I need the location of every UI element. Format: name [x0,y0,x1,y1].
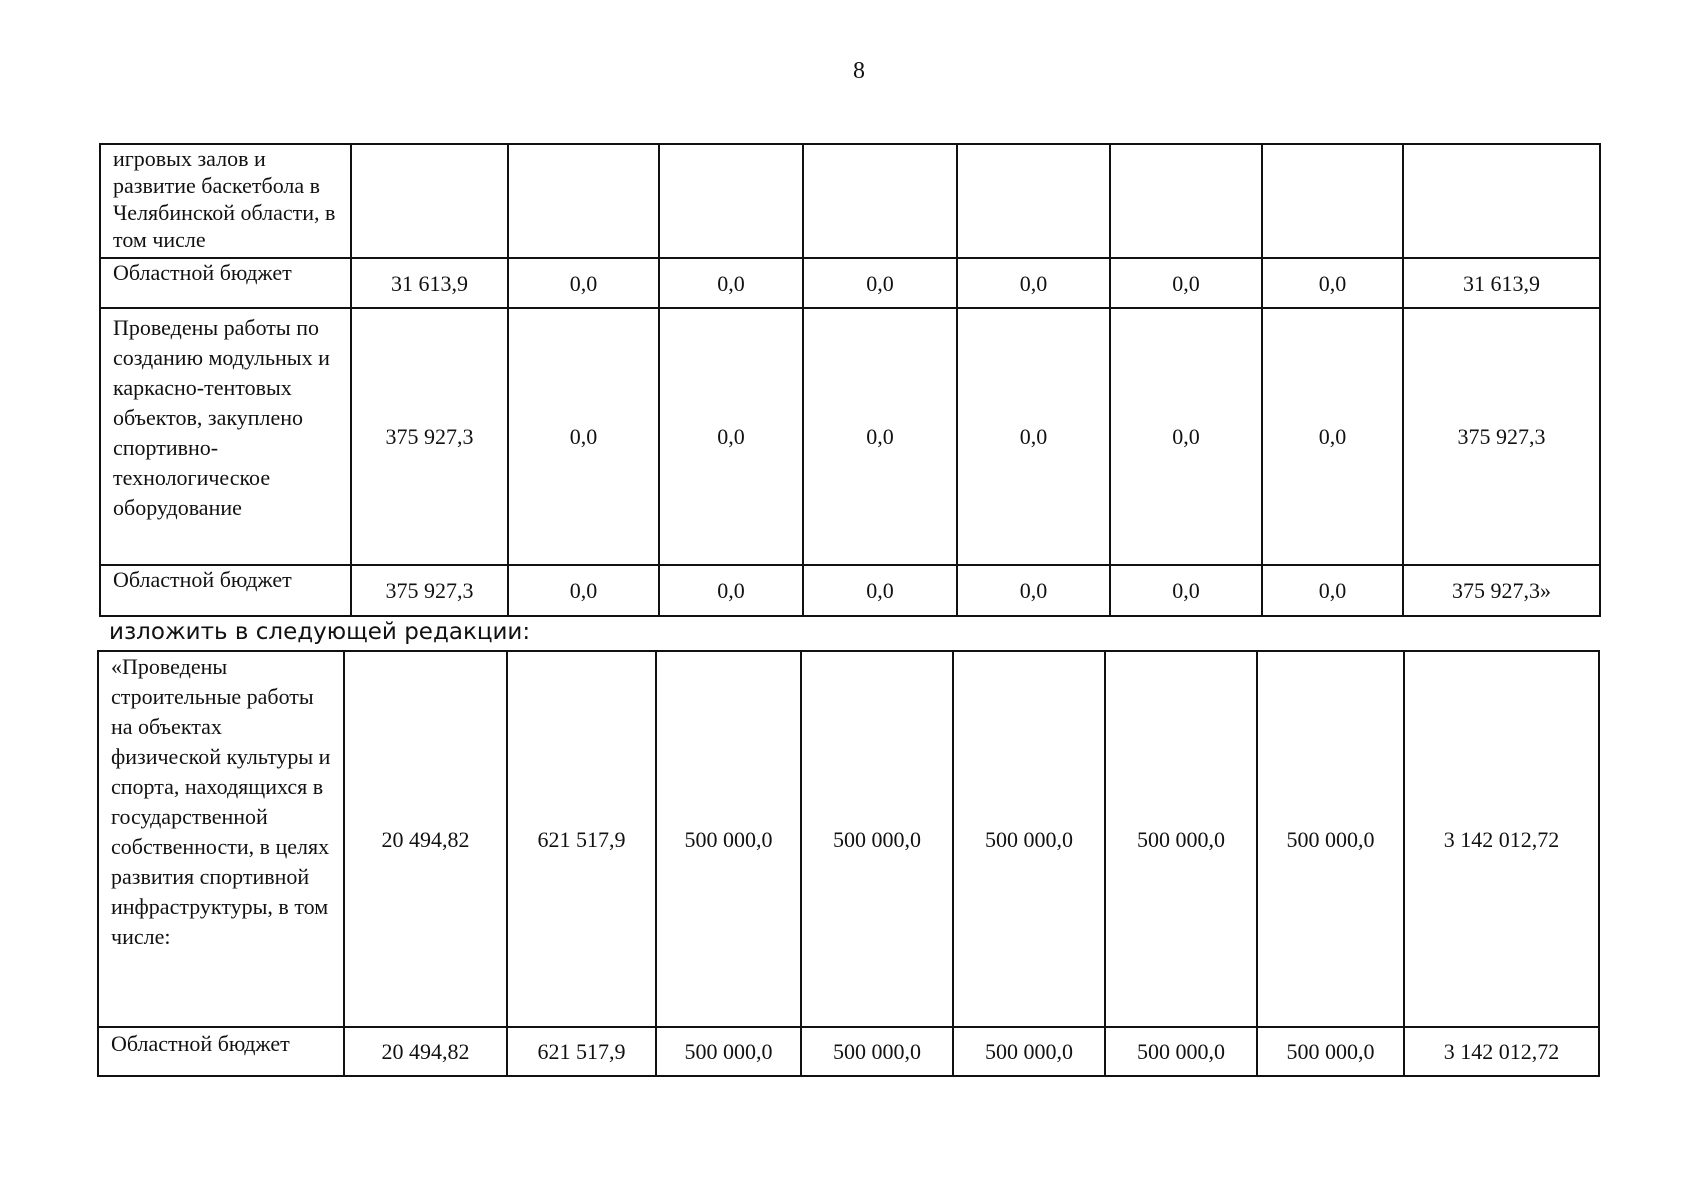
table-cell: 500 000,0 [1105,1027,1257,1076]
table-row [100,565,1600,616]
table-cell: 0,0 [803,565,957,616]
table-cell: 0,0 [1262,308,1403,565]
table-cell: 3 142 012,72 [1404,1027,1599,1076]
table-cell: 500 000,0 [953,651,1105,1027]
table-cell: 0,0 [659,258,803,308]
table-cell: 0,0 [957,258,1110,308]
table-cell: 31 613,9 [1403,258,1600,308]
row-label: Областной бюджет [98,1027,344,1076]
table-cell [508,144,659,258]
table-cell: 0,0 [1110,308,1262,565]
page-number: 8 [853,58,865,84]
table-cell: 621 517,9 [507,651,656,1027]
table-row [98,1027,1599,1076]
table-cell [659,144,803,258]
table-row [100,258,1600,308]
table-cell: 0,0 [1262,258,1403,308]
table-cell: 500 000,0 [953,1027,1105,1076]
table-cell: 500 000,0 [656,651,801,1027]
table-cell: 375 927,3 [351,565,508,616]
table-cell: 31 613,9 [351,258,508,308]
table-cell [1110,144,1262,258]
row-label: Проведены работы по созданию модульных и каркасно-тентовых объектов, закуплено спортивно-технологическое оборудование [100,308,351,565]
table-cell: 0,0 [659,565,803,616]
table-cell: 375 927,3 [1403,308,1600,565]
table-row [98,651,1599,1027]
table-cell: 20 494,82 [344,651,507,1027]
budget-table-new [97,650,1600,1077]
table-row [100,144,1600,258]
table-cell [1262,144,1403,258]
table-cell: 500 000,0 [1257,1027,1404,1076]
table-cell: 0,0 [803,308,957,565]
table-cell: 0,0 [803,258,957,308]
table-cell [1403,144,1600,258]
row-label: игровых залов и развитие баскетбола в Челябинской области, в том числе [100,144,351,258]
table-cell: 0,0 [1110,565,1262,616]
table-cell: 0,0 [957,565,1110,616]
table-cell: 0,0 [1262,565,1403,616]
row-label: Областной бюджет [100,258,351,308]
row-label: «Проведены строительные работы на объектах физической культуры и спорта, находящихся в государственной собственности, в целях развития спортивной инфраструктуры, в том числе: [98,651,344,1027]
table-cell: 0,0 [1110,258,1262,308]
table-cell: 500 000,0 [801,1027,953,1076]
table-cell: 500 000,0 [1105,651,1257,1027]
table-cell: 500 000,0 [1257,651,1404,1027]
table-cell: 20 494,82 [344,1027,507,1076]
table-cell: 0,0 [659,308,803,565]
table-cell: 0,0 [508,308,659,565]
table-cell: 500 000,0 [656,1027,801,1076]
table-cell [803,144,957,258]
table-cell: 621 517,9 [507,1027,656,1076]
table-cell: 0,0 [508,565,659,616]
table-cell [957,144,1110,258]
table-cell: 375 927,3 [351,308,508,565]
table-cell: 375 927,3» [1403,565,1600,616]
table-cell: 0,0 [957,308,1110,565]
table-cell: 3 142 012,72 [1404,651,1599,1027]
table-row [100,308,1600,565]
row-label: Областной бюджет [100,565,351,616]
table-cell: 0,0 [508,258,659,308]
instruction-text: изложить в следующей редакции: [109,619,531,645]
table-cell: 500 000,0 [801,651,953,1027]
budget-table-old [99,143,1601,617]
table-cell [351,144,508,258]
